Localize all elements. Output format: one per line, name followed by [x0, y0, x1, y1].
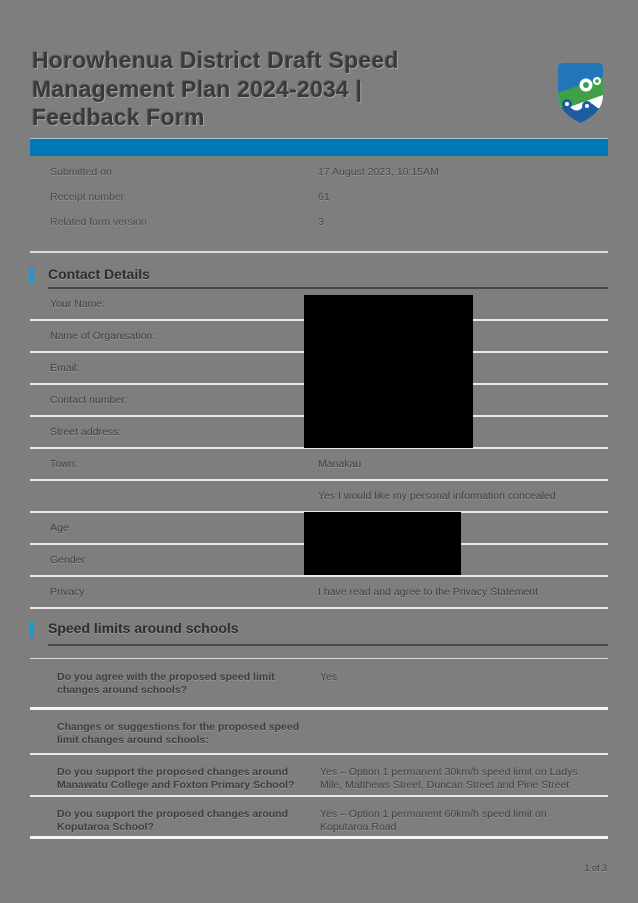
question-row-manawatu-college-foxton — [30, 755, 608, 797]
field-row-privacy — [30, 577, 608, 609]
section-accent-bar — [30, 267, 34, 284]
redaction-box — [304, 512, 461, 575]
field-label: Town: — [50, 458, 78, 470]
question-label: Do you support the proposed changes around Manawatu College and Foxton Primary School? — [57, 766, 295, 791]
page-title: Horowhenua District Draft Speed Management Plan 2024-2034 | Feedback Form — [32, 47, 399, 130]
field-value: 61 — [318, 191, 330, 203]
section-accent-bar — [30, 621, 34, 638]
question-label: Do you agree with the proposed speed limit changes around schools? — [57, 671, 275, 696]
meta-row-receipt-number — [30, 186, 608, 211]
section-heading-contact-details: Contact Details — [48, 266, 150, 282]
field-value: Yes I would like my personal information concealed — [318, 490, 556, 502]
redaction-box — [304, 295, 473, 448]
field-row-town — [30, 449, 608, 481]
schools-question-rows — [30, 660, 608, 839]
field-label: Privacy — [50, 586, 85, 598]
field-value: Manakau — [318, 458, 362, 470]
answer-value — [320, 721, 608, 753]
answer-value: Yes – Option 1 permanent 30km/h speed limit on Ladys Mile, Matthews Street, Duncan Street and Pine Street — [320, 766, 578, 791]
section-heading-speed-limits-schools: Speed limits around schools — [48, 620, 239, 636]
field-value: 17 August 2023, 10:15AM — [318, 166, 439, 178]
section-divider — [30, 251, 608, 253]
field-label: Related form version — [50, 216, 147, 228]
field-value: 3 — [318, 216, 324, 228]
field-label: Name of Organisation: — [50, 330, 156, 342]
field-value: I have read and agree to the Privacy Statement — [318, 586, 539, 598]
question-label: Do you support the proposed changes around Koputaroa School? — [57, 808, 289, 833]
field-row-conceal-info — [30, 481, 608, 513]
section-heading-underline — [48, 644, 608, 646]
header-accent-bar — [30, 138, 608, 156]
field-label: Street address: — [50, 426, 122, 438]
question-row-changes-suggestions — [30, 710, 608, 755]
question-row-koputaroa-school — [30, 797, 608, 839]
question-label: Changes or suggestions for the proposed speed limit changes around schools: — [57, 721, 300, 746]
section-divider — [30, 658, 608, 659]
answer-value: Yes — [320, 671, 338, 683]
field-label: Contact number: — [50, 394, 128, 406]
field-label: Submitted on — [50, 166, 112, 178]
field-label: Email: — [50, 362, 80, 374]
page-number: 1 of 3 — [584, 863, 607, 873]
question-row-agree-school-limits — [30, 660, 608, 710]
submission-meta — [30, 161, 608, 236]
field-label — [50, 490, 318, 511]
horowhenua-crest-logo-icon — [556, 61, 605, 125]
field-label: Your Name: — [50, 298, 106, 310]
answer-value: Yes – Option 1 permanent 60km/h speed limit on Koputaroa Road — [320, 808, 547, 833]
meta-row-submitted-on — [30, 161, 608, 186]
field-label: Gender — [50, 554, 86, 566]
field-label: Age — [50, 522, 69, 534]
field-label: Receipt number — [50, 191, 125, 203]
meta-row-form-version — [30, 211, 608, 236]
